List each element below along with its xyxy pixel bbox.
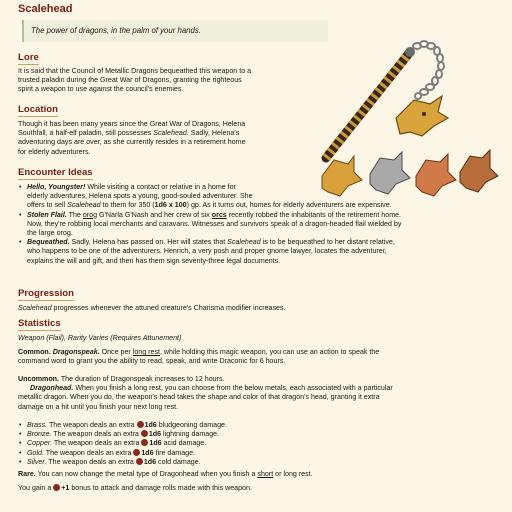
- list-item: • Hello, Youngster! While visiting a contact or relative in a home for elderly adventures, Helena spots a young, good-souled adventurer. She offers to sell Scalehead to them for 350 (1d6 x 100) gp. As it turns out, homes for elderly adventurers are expensive.: [18, 183, 498, 211]
- encounter-list: [18, 183, 498, 266]
- flavor-quote: The power of dragons, in the palm of your hands.: [22, 20, 328, 42]
- attack-bonus: You gain a +1 bonus to attack and damage rolls made with this weapon.: [18, 484, 252, 492]
- section-heading-progression: Progression: [18, 288, 74, 299]
- die-icon: [53, 484, 60, 491]
- short-rest-link[interactable]: short: [257, 470, 274, 478]
- section-heading-lore: Lore: [18, 52, 39, 63]
- rare-tier: Rare. You can now change the metal type of Dragonhead when you finish a short or long rest.: [18, 470, 313, 478]
- long-rest-link[interactable]: long rest: [132, 348, 160, 356]
- progression-text: Scalehead progresses whenever the attuned creature's Charisma modifier increases.: [18, 304, 286, 312]
- orcs-link[interactable]: orcs: [211, 210, 227, 219]
- die-icon: [141, 439, 148, 446]
- list-item: • Silver. The weapon deals an extra 1d6 cold damage.: [18, 458, 498, 467]
- list-item: • Gold. The weapon deals an extra 1d6 fire damage.: [18, 449, 498, 458]
- common-tier: Common. Dragonspeak. Once per long rest, while holding this magic weapon, you can use an action to speak the command word to grant you the ability to read, speak, and write Draconic for 6 hours.: [18, 348, 380, 366]
- section-heading-location: Location: [18, 104, 58, 115]
- die-icon: [136, 458, 143, 465]
- location-text: Though it has been many years since the Great War of Dragons, Helena Southfall, a half-elf paladin, still possesses Scalehead. Sadly, Helena's adventuring days are over, as she currently resides in a retirement home for elderly adventurers.: [18, 120, 246, 156]
- orog-link[interactable]: orog: [82, 210, 98, 219]
- flail-illustration: [318, 8, 508, 203]
- gold-dragon-head-icon: [396, 96, 448, 136]
- flail-handle-icon: [326, 47, 415, 158]
- list-item: • Bequeathed. Sadly, Helena has passed on. Her will states that Scalehead is to be bequeathed to her distant relative, who happens to be one of the adventurers. Henrich, a very posh and proper gnome lawyer, locates the adventurer, explains the will and gift, and then has them sign seventy-three legal documents.: [18, 238, 498, 266]
- list-item: • Brass. The weapon deals an extra 1d6 bludgeoning damage.: [18, 421, 498, 430]
- section-heading-encounter-ideas: Encounter Ideas: [18, 167, 93, 178]
- chain-icon: [413, 41, 444, 99]
- lore-text: It is said that the Council of Metallic Dragons bequeathed this weapon to a trusted paladin during the Great War of Dragons, granting the righteous spirit a weapon to use against the council's enemies.: [18, 67, 252, 94]
- list-item: • Stolen Flail. The orog G'Narla G'Nash and her crew of six orcs recently robbed the inhabitants of the retirement home. Now, they're robbing local merchants and caravans. Witnesses and survivors speak of a dragon-headed flail wielded by the large orog.: [18, 211, 498, 239]
- list-item: • Bronze. The weapon deals an extra 1d6 lightning damage.: [18, 430, 498, 439]
- statistics-subtitle: Weapon (Flail), Rarity Varies (Requires Attunement): [18, 334, 182, 342]
- uncommon-tier: Uncommon. The duration of Dragonspeak increases to 12 hours. Dragonhead. When you finish a long rest, you can choose from the below metals, each associated with a particular metallic dragon. When you do, the weapon's head takes the shape and color of that dragon's head, granting it extra damage on a hit until you finish your next long rest.: [18, 375, 393, 411]
- die-icon: [137, 421, 144, 428]
- list-item: • Copper. The weapon deals an extra 1d6 acid damage.: [18, 439, 498, 448]
- die-icon: [141, 430, 148, 437]
- section-heading-statistics: Statistics: [18, 318, 61, 329]
- metal-list: [18, 421, 498, 467]
- page-title: Scalehead: [18, 3, 73, 15]
- die-icon: [133, 449, 140, 456]
